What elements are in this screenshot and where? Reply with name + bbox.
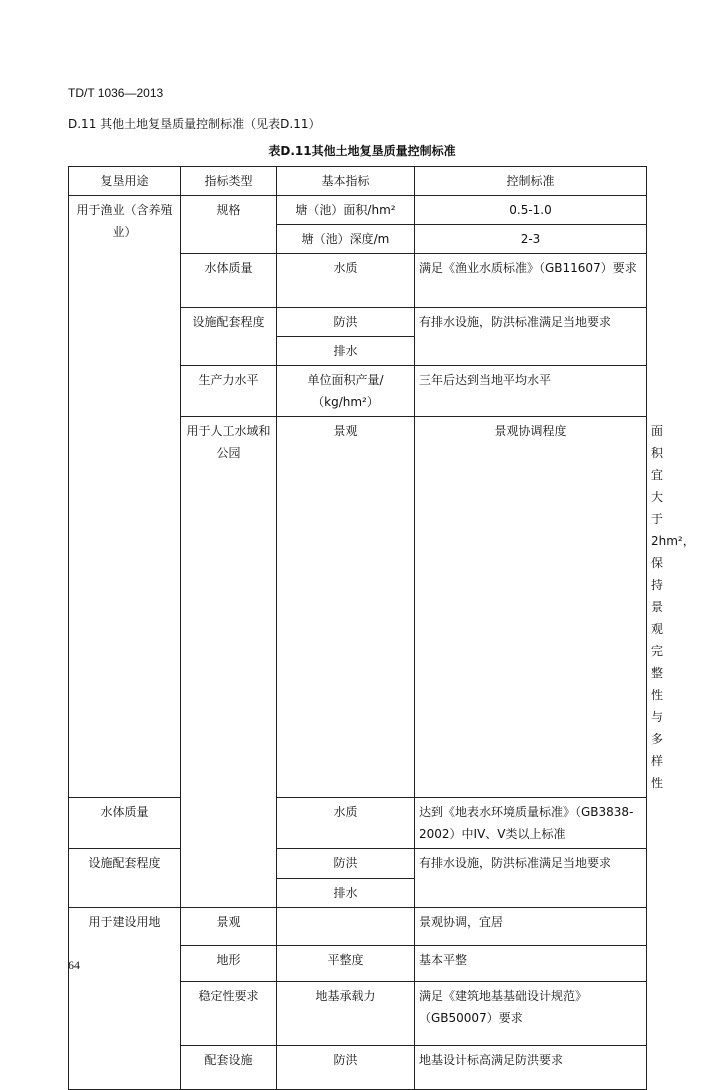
indicator-type-cell: 配套设施 <box>181 1046 277 1090</box>
indicator-type-cell: 稳定性要求 <box>181 982 277 1046</box>
indicator-type-cell: 水体质量 <box>69 798 181 849</box>
indicator-type-cell: 景观 <box>181 908 277 946</box>
indicator-cell: 平整度 <box>277 946 415 982</box>
standard-cell: 三年后达到当地平均水平 <box>415 366 647 417</box>
indicator-cell: 地基承载力 <box>277 982 415 1046</box>
indicator-type-cell: 设施配套程度 <box>181 308 277 366</box>
indicator-type-cell: 设施配套程度 <box>69 849 181 908</box>
standard-cell: 满足《渔业水质标准》（GB11607）要求 <box>415 254 647 308</box>
header-cell: 控制标准 <box>415 167 647 196</box>
indicator-cell: 塘（池）深度/m <box>277 225 415 254</box>
use-cell: 用于渔业（含养殖业） <box>69 196 181 798</box>
section-title: D.11 其他土地复垦质量控制标准（见表D.11） <box>68 117 321 131</box>
indicator-type-cell: 规格 <box>181 196 277 254</box>
indicator-cell <box>277 908 415 946</box>
standard-cell: 地基设计标高满足防洪要求 <box>415 1046 647 1090</box>
header-cell: 复垦用途 <box>69 167 181 196</box>
standard-cell: 0.5-1.0 <box>415 196 647 225</box>
table-row: 用于人工水域和公园 景观 景观协调程度 面积宜大于2hm²，保持景观完整性与多样性 <box>69 417 647 798</box>
use-cell: 用于人工水域和公园 <box>181 417 277 908</box>
indicator-type-cell: 地形 <box>181 946 277 982</box>
standard-cell: 有排水设施，防洪标准满足当地要求 <box>415 308 647 366</box>
page-number: 64 <box>68 958 80 972</box>
table-row <box>69 196 647 225</box>
indicator-cell: 排水 <box>277 879 415 908</box>
table-row <box>69 798 647 849</box>
indicator-cell: 防洪 <box>277 1046 415 1090</box>
indicator-type-cell: 水体质量 <box>181 254 277 308</box>
header-cell: 指标类型 <box>181 167 277 196</box>
indicator-cell: 单位面积产量/（kg/hm²） <box>277 366 415 417</box>
standard-cell: 有排水设施，防洪标准满足当地要求 <box>415 849 647 908</box>
indicator-cell: 防洪 <box>277 849 415 879</box>
quality-control-table <box>68 166 695 1090</box>
indicator-cell: 水质 <box>277 254 415 308</box>
use-cell: 用于建设用地 <box>69 908 181 1090</box>
standard-cell: 满足《建筑地基基础设计规范》（GB50007）要求 <box>415 982 647 1046</box>
table-row <box>69 908 647 946</box>
indicator-cell: 景观协调程度 <box>415 417 647 798</box>
header-cell: 基本指标 <box>277 167 415 196</box>
document-code: TD/T 1036—2013 <box>68 86 164 100</box>
standard-cell: 2-3 <box>415 225 647 254</box>
standard-cell: 基本平整 <box>415 946 647 982</box>
table-title: 表D.11其他土地复垦质量控制标准 <box>268 144 456 158</box>
standard-cell: 达到《地表水环境质量标准》（GB3838-2002）中IV、V类以上标准 <box>415 798 647 849</box>
indicator-cell: 塘（池）面积/hm² <box>277 196 415 225</box>
indicator-type-cell: 景观 <box>277 417 415 798</box>
table-header-row <box>69 167 647 196</box>
indicator-type-cell: 生产力水平 <box>181 366 277 417</box>
indicator-cell: 排水 <box>277 337 415 366</box>
standard-cell: 景观协调，宜居 <box>415 908 647 946</box>
table-row <box>69 849 647 879</box>
indicator-cell: 水质 <box>277 798 415 849</box>
indicator-cell: 防洪 <box>277 308 415 337</box>
